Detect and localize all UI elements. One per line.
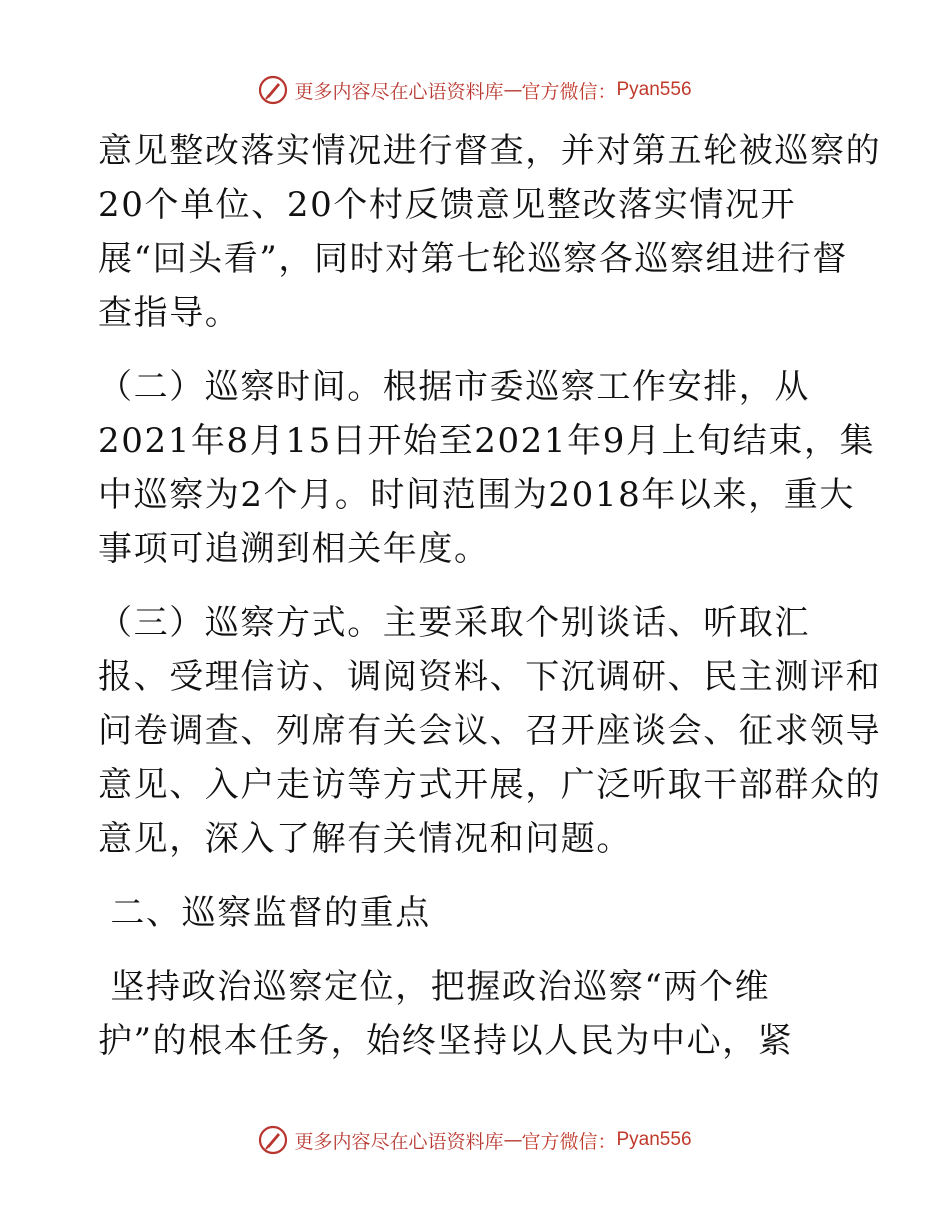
text-line: 2021年8月15日开始至2021年9月上旬结束，集 bbox=[98, 421, 876, 461]
text-line: 意见，深入了解有关情况和问题。 bbox=[98, 819, 632, 859]
watermark-wechat-label: 官方微信： bbox=[521, 80, 617, 103]
document-body bbox=[98, 124, 882, 1068]
text-line: 展“回头看”，同时对第七轮巡察各巡察组进行督 bbox=[98, 239, 848, 279]
watermark-text: 更多内容尽在心语资料库 bbox=[294, 1130, 504, 1153]
text-line: 中巡察为2个月。时间范围为2018年以来，重大 bbox=[98, 475, 855, 515]
watermark-dash: — bbox=[503, 79, 522, 101]
text-line: 意见、入户走访等方式开展，广泛听取干部群众的 bbox=[98, 765, 882, 805]
text-line: 问卷调查、列席有关会议、召开座谈会、征求领导 bbox=[98, 711, 882, 751]
paragraph-inspection-review bbox=[98, 124, 882, 340]
text-line: 查指导。 bbox=[98, 293, 241, 333]
text-line: 事项可追溯到相关年度。 bbox=[98, 529, 490, 569]
text-line: 护”的根本任务，始终坚持以人民为中心，紧 bbox=[98, 1021, 794, 1061]
text-line: （二）巡察时间。根据市委巡察工作安排，从 bbox=[98, 367, 810, 407]
quill-logo-icon bbox=[258, 1125, 288, 1155]
text-line: 报、受理信访、调阅资料、下沉调研、民主测评和 bbox=[98, 657, 882, 697]
header-watermark bbox=[0, 70, 950, 110]
text-line: 20个单位、20个村反馈意见整改落实情况开 bbox=[98, 185, 797, 225]
text-line: 意见整改落实情况进行督查，并对第五轮被巡察的 bbox=[98, 131, 882, 171]
watermark-text: 更多内容尽在心语资料库 bbox=[294, 80, 504, 103]
section-heading-focus bbox=[98, 886, 858, 940]
paragraph-inspection-method bbox=[98, 596, 882, 866]
watermark-wechat-id: Pyan556 bbox=[616, 1129, 692, 1150]
paragraph-inspection-time bbox=[98, 360, 876, 576]
text-line: （三）巡察方式。主要采取个别谈话、听取汇 bbox=[98, 603, 810, 643]
section-heading: 二、巡察监督的重点 bbox=[98, 893, 431, 933]
text-line: 坚持政治巡察定位，把握政治巡察“两个维 bbox=[98, 967, 771, 1007]
watermark-wechat-label: 官方微信： bbox=[521, 1130, 617, 1153]
watermark-wechat-id: Pyan556 bbox=[616, 79, 692, 100]
footer-watermark bbox=[0, 1120, 950, 1160]
quill-logo-icon bbox=[258, 75, 288, 105]
watermark-dash: — bbox=[503, 1129, 522, 1151]
paragraph-political-inspection bbox=[98, 960, 858, 1068]
